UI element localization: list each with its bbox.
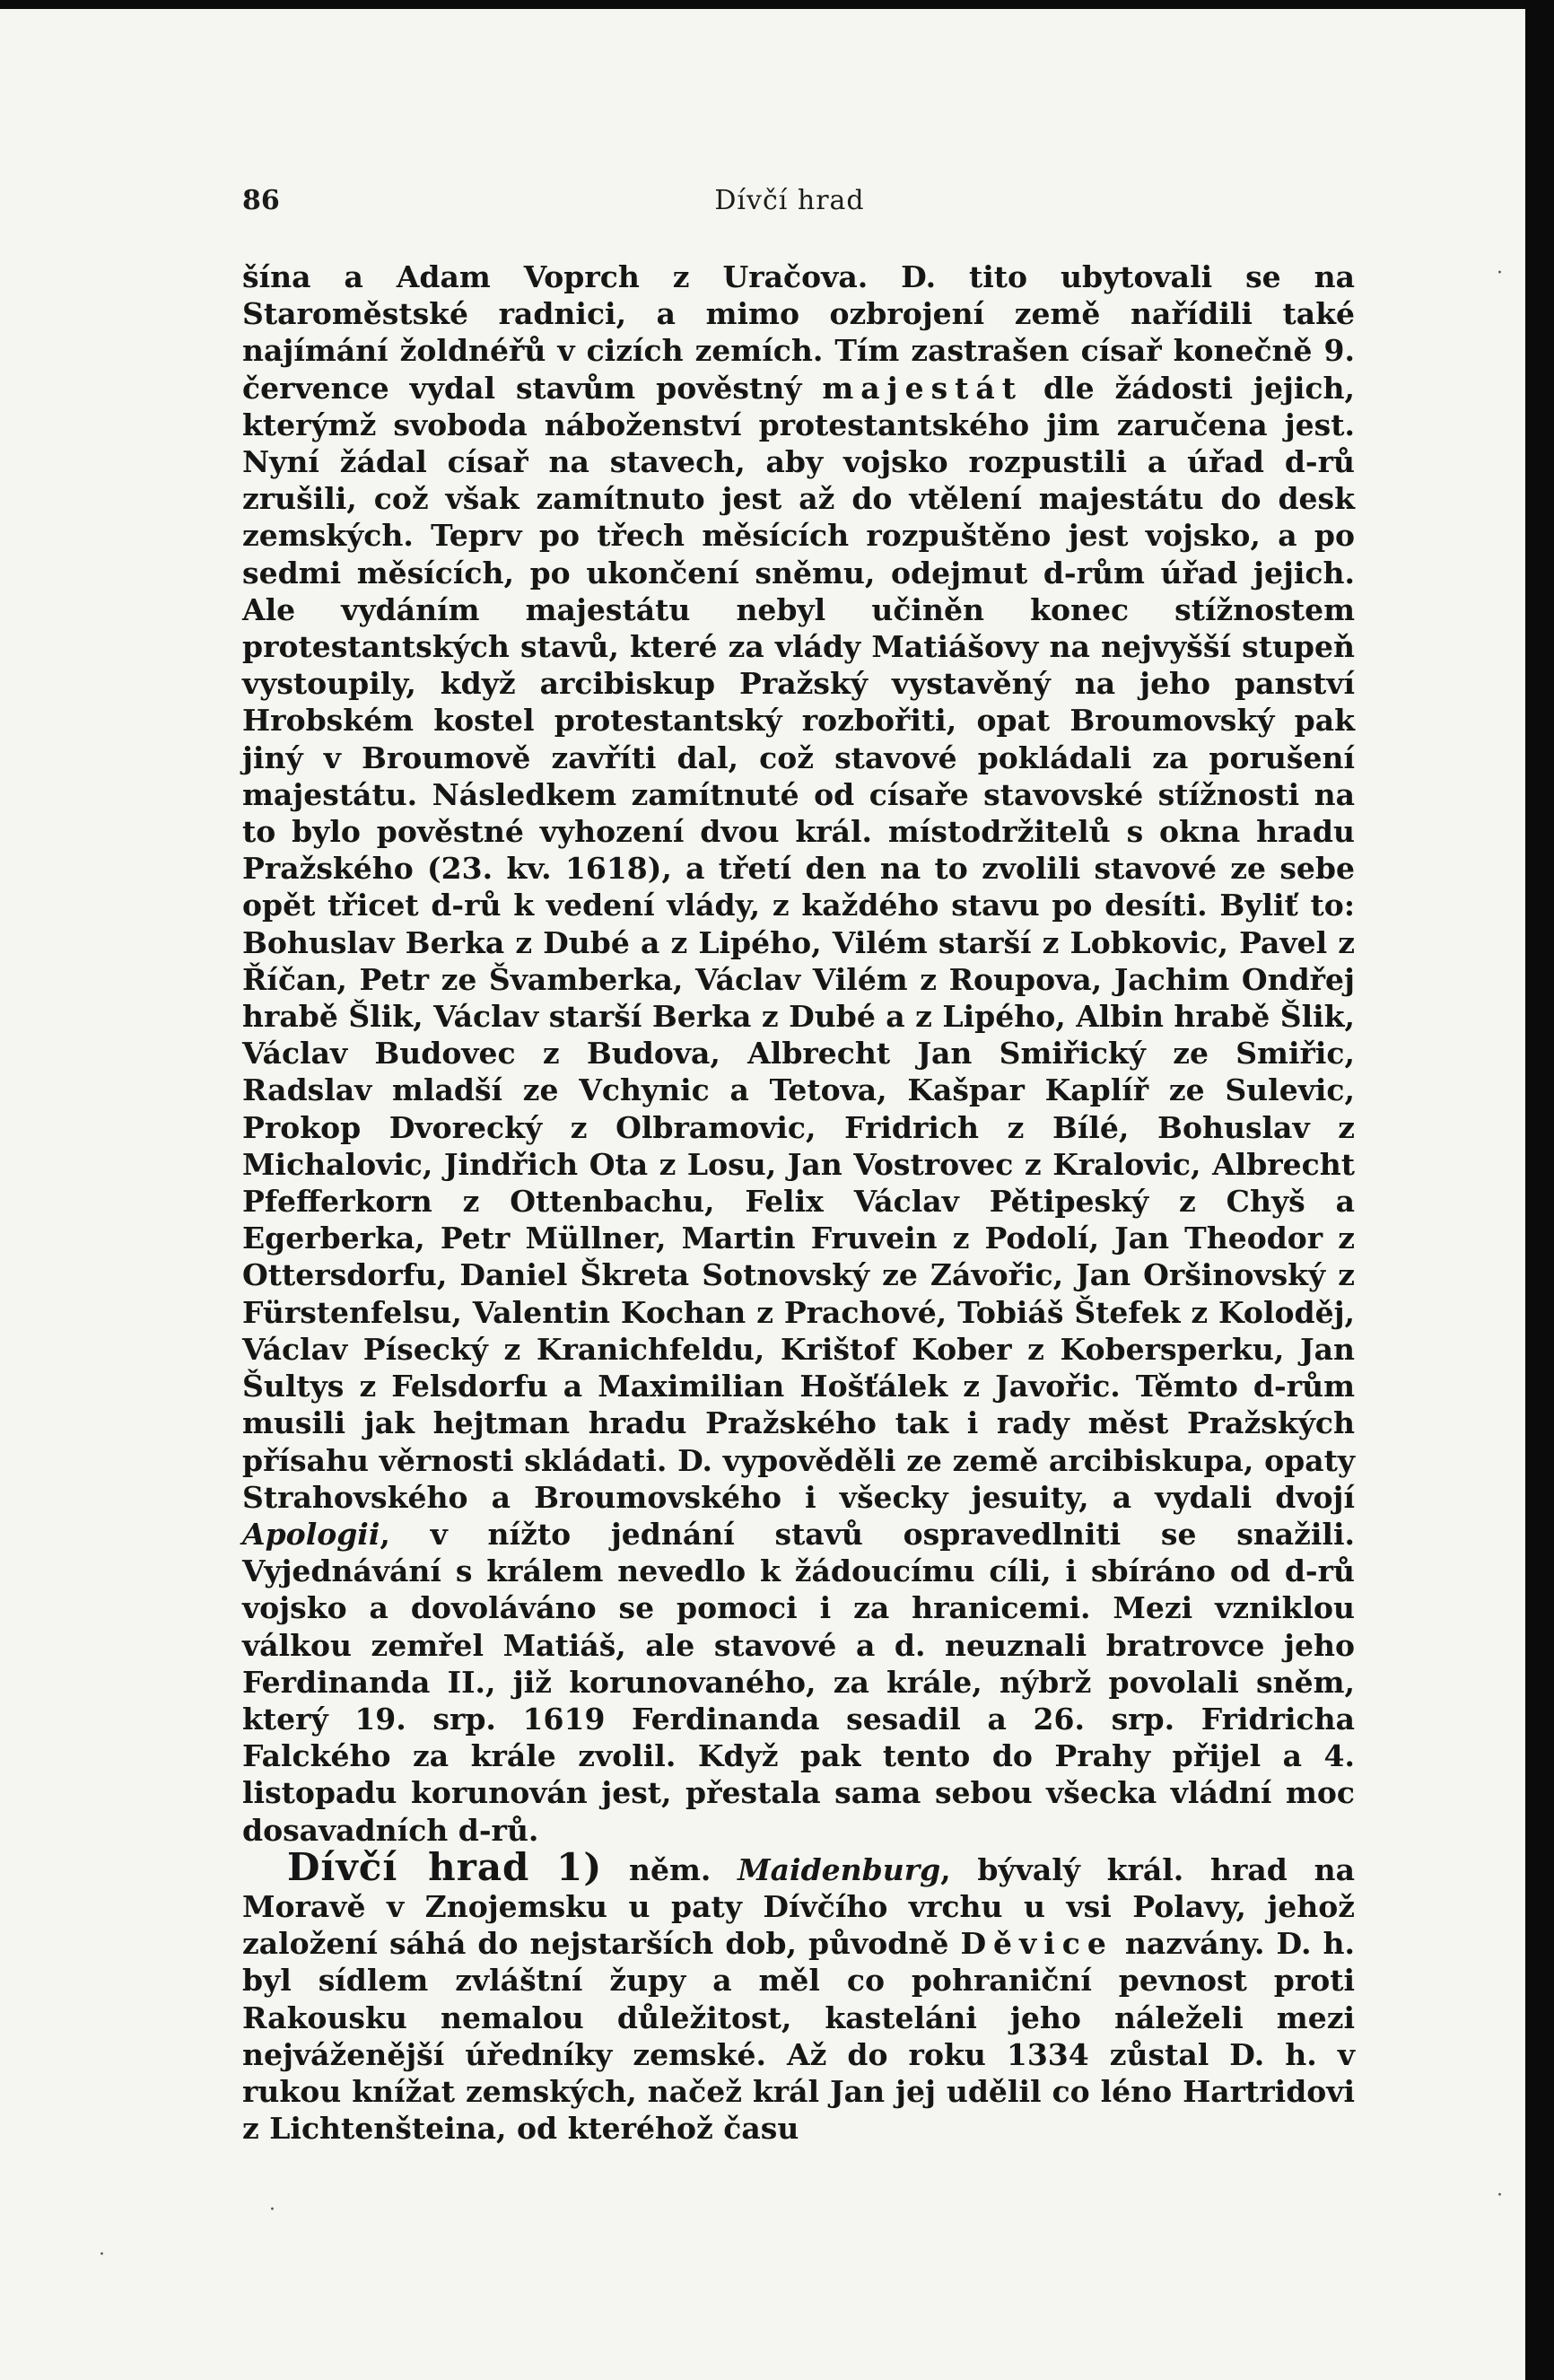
- page-header: [0, 185, 1525, 221]
- scan-speck: ·: [269, 2199, 275, 2221]
- italic-term: Apologii: [242, 1516, 380, 1552]
- scan-speck: ·: [1497, 2184, 1503, 2207]
- italic-term: Maidenburg: [738, 1851, 941, 1887]
- book-page: [0, 9, 1525, 2380]
- entry-number: 1): [556, 1844, 603, 1889]
- page-number: 86: [242, 185, 280, 216]
- running-head: Dívčí hrad: [714, 185, 865, 216]
- entry-headword: Dívčí hrad: [287, 1844, 530, 1889]
- scan-right-edge: [1525, 0, 1554, 2380]
- body-text: [242, 258, 1355, 2147]
- entry-divci-hrad: Dívčí hrad 1) něm. Maidenburg, bývalý král. hrad na Moravě v Znojemsku u paty Dívčího vrchu u vsi Polavy, jehož založení sáhá do nejstarších dob, původně Děvice nazvány. D. h. byl sídlem zvláštní župy a měl co pohraniční pevnost proti Rakousku nemalou důležitost, kasteláni jeho náleželi mezi nejváženější úředníky zemské. Až do roku 1334 zůstal D. h. v rukou knížat zemských, načež král Jan jej udělil co léno Hartridovi z Lichtenšteina, od kteréhož času: [242, 1844, 1356, 2147]
- scan-speck: ·: [99, 2244, 105, 2266]
- spaced-term: majestát: [822, 370, 1024, 406]
- scan-speck: ·: [1497, 262, 1503, 284]
- paragraph-continuation: šína a Adam Voprch z Uračova. D. tito ubytovali se na Staroměstské radnici, a mimo ozbrojení země nařídili také najímání žoldnéřů v cizích zemích. Tím zastrašen císař konečně 9. července vydal stavům pověstný majestát dle žádosti jejich, kterýmž svoboda náboženství protestantského jim zaručena jest. Nyní žádal císař na stavech, aby vojsko rozpustili a úřad d-rů zrušili, což však zamítnuto jest až do vtělení majestátu do desk zemských. Teprv po třech měsících rozpuštěno jest vojsko, a po sedmi měsících, po ukončení sněmu, odejmut d-rům úřad jejich. Ale vydáním majestátu nebyl učiněn konec stížnostem protestantských stavů, které za vlády Matiášovy na nejvyšší stupeň vystoupily, když arcibiskup Pražský vystavěný na jeho panství Hrobském kostel protestantský rozbořiti, opat Broumovský pak jiný v Broumově zavříti dal, což stavové pokládali za porušení majestátu. Následkem zamítnuté od císaře stavovské stížnosti na to bylo pověstné vyhození dvou král. místodržitelů s okna hradu Pražského (23. kv. 1618), a třetí den na to zvolili stavové ze sebe opět třicet d-rů k vedení vlády, z každého stavu po desíti. Byliť to: Bohuslav Berka z Dubé a z Lipého, Vilém starší z Lobkovic, Pavel z Říčan, Petr ze Švamberka, Václav Vilém z Roupova, Jachim Ondřej hrabě Šlik, Václav starší Berka z Dubé a z Lipého, Albin hrabě Šlik, Václav Budovec z Budova, Albrecht Jan Smiřický ze Smiřic, Radslav mladší ze Vchynic a Tetova, Kašpar Kaplíř ze Sulevic, Prokop Dvorecký z Olbramovic, Fridrich z Bílé, Bohuslav z Michalovic, Jindřich Ota z Losu, Jan Vostrovec z Kralovic, Albrecht Pfefferkorn z Ottenbachu, Felix Václav Pětipeský z Chyš a Egerberka, Petr Müllner, Martin Fruvein z Podolí, Jan Theodor z Ottersdorfu, Daniel Škreta Sotnovský ze Závořic, Jan Oršinovský z Fürstenfelsu, Valentin Kochan z Prachové, Tobiáš Štefek z Koloděj, Václav Písecký z Kranichfeldu, Krištof Kober z Kobersperku, Jan Šultys z Felsdorfu a Maximilian Hošťálek z Javořic. Těmto d-rům musili jak hejtman hradu Pražského tak i rady měst Pražských přísahu věrnosti skládati. D. vypověděli ze země arcibiskupa, opaty Strahovského a Broumovského i všecky jesuity, a vydali dvojí Apologii, v nížto jednání stavů ospravedlniti se snažili. Vyjednávání s králem nevedlo k žádoucímu cíli, i sbíráno od d-rů vojsko a dovoláváno se pomoci i za hranicemi. Mezi vzniklou válkou zemřel Matiáš, ale stavové a d. neuznali bratrovce jeho Ferdinanda II., již korunovaného, za krále, nýbrž povolali sněm, který 19. srp. 1619 Ferdinanda sesadil a 26. srp. Fridricha Falckého za krále zvolil. Když pak tento do Prahy přijel a 4. listopadu korunován jest, přestala sama sebou všecka vládní moc dosavadních d-rů.: [242, 259, 1356, 1848]
- spaced-term: Děvice: [960, 1926, 1113, 1962]
